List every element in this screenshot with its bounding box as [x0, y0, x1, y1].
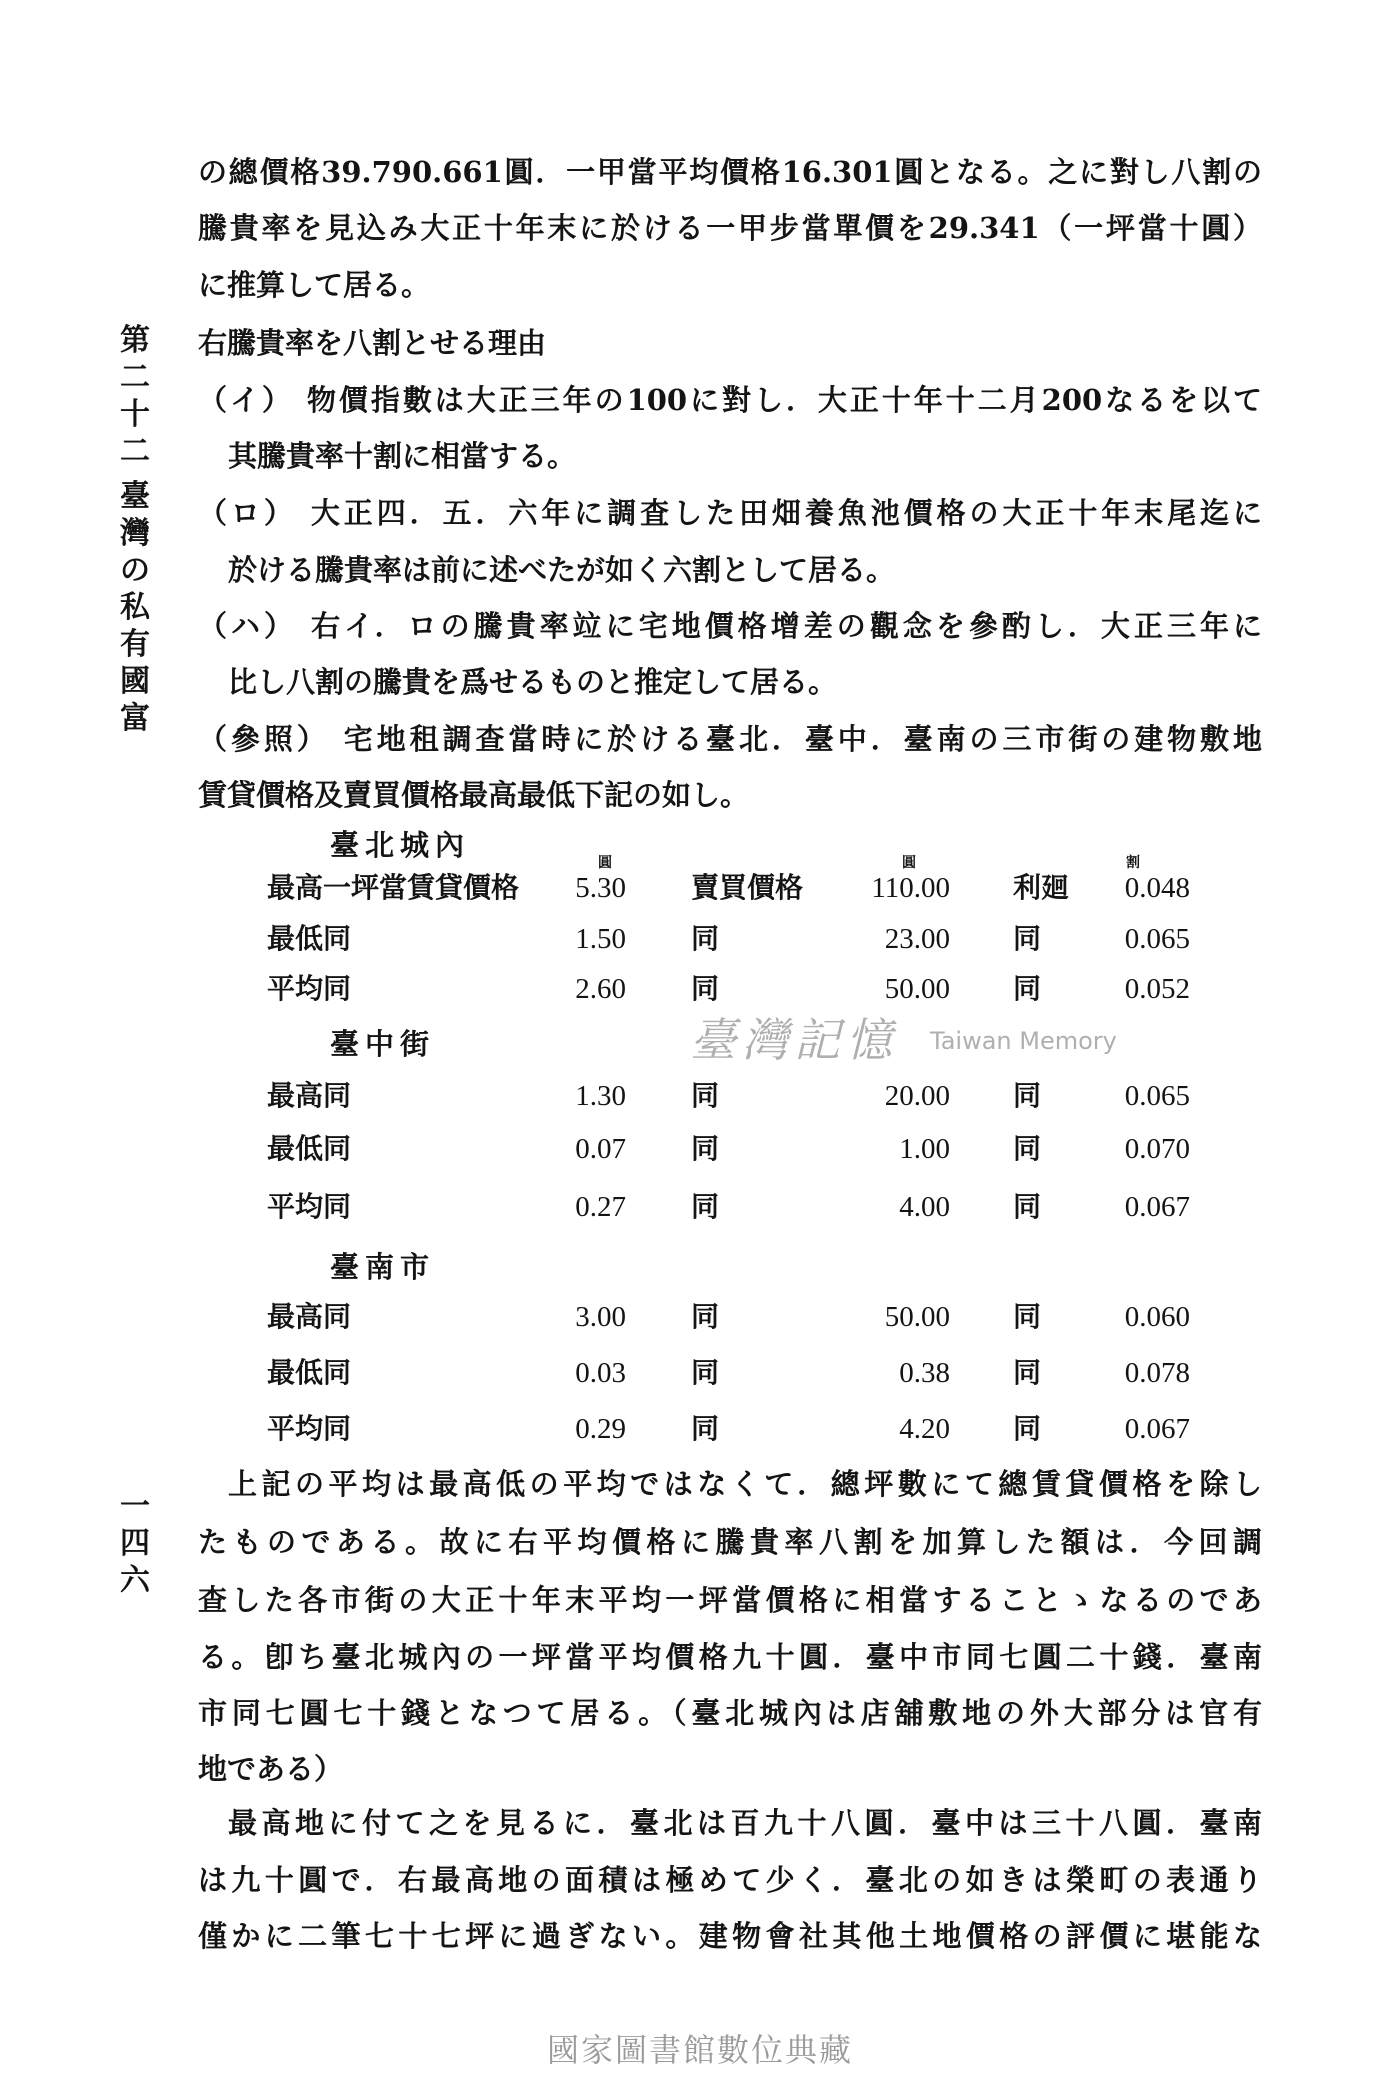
row-label: 平均同	[267, 972, 352, 1005]
rent-value: 5.30	[575, 872, 626, 904]
text-line: 市同七圓七十錢となつて居る。（臺北城內は店舖敷地の外大部分は官有	[198, 1696, 1262, 1730]
unit-rent: 圓	[598, 855, 612, 871]
yield-value: 0.070	[1124, 1133, 1190, 1165]
text-line: 於ける騰貴率は前に述べたが如く六割として居る。	[228, 553, 896, 587]
sale-label: 同	[691, 1300, 720, 1333]
sale-value: 20.00	[884, 1080, 950, 1112]
sale-label: 同	[691, 972, 720, 1005]
sale-label: 賣買價格	[691, 871, 804, 904]
row-label: 平均同	[267, 1190, 352, 1223]
row-label: 平均同	[267, 1412, 352, 1445]
sale-value: 0.38	[899, 1357, 950, 1389]
text-line: （參照） 宅地租調查當時に於ける臺北．臺中．臺南の三市街の建物敷地	[198, 722, 1262, 756]
text-line: 最高地に付て之を見るに．臺北は百九十八圓．臺中は三十八圓．臺南	[228, 1806, 1262, 1840]
sale-label: 同	[691, 1412, 720, 1445]
text-line: は九十圓で．右最高地の面積は極めて少く．臺北の如きは榮町の表通り	[198, 1863, 1262, 1897]
text-line: 僅かに二筆七十七坪に過ぎない。建物會社其他土地價格の評價に堪能な	[198, 1919, 1262, 1953]
sale-value: 50.00	[884, 1301, 950, 1333]
row-label: 最高一坪當賃貸價格	[267, 871, 520, 904]
yield-value: 0.067	[1124, 1413, 1190, 1445]
yield-value: 0.065	[1124, 1080, 1190, 1112]
sale-value: 1.00	[899, 1133, 950, 1165]
sale-label: 同	[691, 1079, 720, 1112]
text-line: 比し八割の騰貴を爲せるものと推定して居る。	[228, 665, 838, 699]
rent-value: 1.30	[575, 1080, 626, 1112]
yield-value: 0.052	[1124, 973, 1190, 1005]
text-line: 右騰貴率を八割とせる理由	[198, 326, 547, 360]
rent-value: 3.00	[575, 1301, 626, 1333]
yield-label: 同	[1013, 922, 1042, 955]
yield-label: 同	[1013, 1132, 1042, 1165]
yield-label: 同	[1013, 1079, 1042, 1112]
text-line: 地である）	[198, 1752, 344, 1786]
watermark-logo: 臺灣記憶	[690, 1013, 898, 1067]
rent-value: 0.29	[575, 1413, 626, 1445]
yield-label: 同	[1013, 1190, 1042, 1223]
rent-value: 0.03	[575, 1357, 626, 1389]
yield-value: 0.065	[1124, 923, 1190, 955]
yield-label: 同	[1013, 1356, 1042, 1389]
rent-value: 0.07	[575, 1133, 626, 1165]
city-heading: 臺中街	[330, 1027, 436, 1061]
yield-label: 利廻	[1013, 871, 1070, 904]
city-heading: 臺北城內	[330, 828, 471, 862]
text-line: たものである。故に右平均價格に騰貴率八割を加算した額は．今回調	[198, 1525, 1262, 1559]
rent-value: 1.50	[575, 923, 626, 955]
text-line: 賃貸價格及賣買價格最高最低下記の如し。	[198, 778, 750, 812]
text-line: 上記の平均は最高低の平均ではなくて．總坪數にて總賃貸價格を除し	[228, 1467, 1262, 1501]
text-line: る。卽ち臺北城內の一坪當平均價格九十圓．臺中市同七圓二十錢．臺南	[198, 1640, 1262, 1674]
page-number: 一四六	[120, 1489, 150, 1598]
text-line: に推算して居る。	[198, 268, 431, 302]
unit-sale: 圓	[902, 855, 916, 871]
yield-value: 0.078	[1124, 1357, 1190, 1389]
sale-value: 4.20	[899, 1413, 950, 1445]
yield-label: 同	[1013, 972, 1042, 1005]
sale-value: 110.00	[871, 872, 950, 904]
watermark-logo-en: Taiwan Memory	[930, 1027, 1117, 1055]
side-chapter-title: 臺灣の私有國富	[120, 479, 150, 736]
yield-label: 同	[1013, 1300, 1042, 1333]
sale-label: 同	[691, 1132, 720, 1165]
sale-label: 同	[691, 1356, 720, 1389]
sale-value: 50.00	[884, 973, 950, 1005]
rent-value: 2.60	[575, 973, 626, 1005]
yield-value: 0.067	[1124, 1191, 1190, 1223]
yield-label: 同	[1013, 1412, 1042, 1445]
sale-value: 23.00	[884, 923, 950, 955]
text-line: 其騰貴率十割に相當する。	[228, 439, 577, 473]
unit-yield: 割	[1126, 855, 1140, 871]
text-line: （ロ） 大正四．五．六年に調査した田畑養魚池價格の大正十年末尾迄に	[198, 496, 1262, 530]
sale-label: 同	[691, 1190, 720, 1223]
yield-value: 0.048	[1124, 872, 1190, 904]
rent-value: 0.27	[575, 1191, 626, 1223]
row-label: 最低同	[267, 1132, 352, 1165]
text-line: 騰貴率を見込み大正十年末に於ける一甲步當單價を29.341（一坪當十圓）	[198, 211, 1262, 245]
yield-value: 0.060	[1124, 1301, 1190, 1333]
text-line: の總價格39.790.661圓．一甲當平均價格16.301圓となる。之に對し八割の	[198, 155, 1262, 189]
side-chapter-label: 第二十二	[120, 323, 150, 469]
row-label: 最高同	[267, 1300, 352, 1333]
row-label: 最低同	[267, 1356, 352, 1389]
city-heading: 臺南市	[330, 1250, 436, 1284]
sale-value: 4.00	[899, 1191, 950, 1223]
text-line: （イ） 物價指數は大正三年の100に對し．大正十年十二月200なるを以て	[198, 383, 1262, 417]
footer-credit: 國家圖書館數位典藏	[546, 2031, 853, 2069]
text-line: （ハ） 右イ．ロの騰貴率竝に宅地價格增差の觀念を參酌し．大正三年に	[198, 609, 1262, 643]
row-label: 最低同	[267, 922, 352, 955]
row-label: 最高同	[267, 1079, 352, 1112]
text-line: 查した各市街の大正十年末平均一坪當價格に相當することゝなるのであ	[198, 1583, 1262, 1617]
sale-label: 同	[691, 922, 720, 955]
